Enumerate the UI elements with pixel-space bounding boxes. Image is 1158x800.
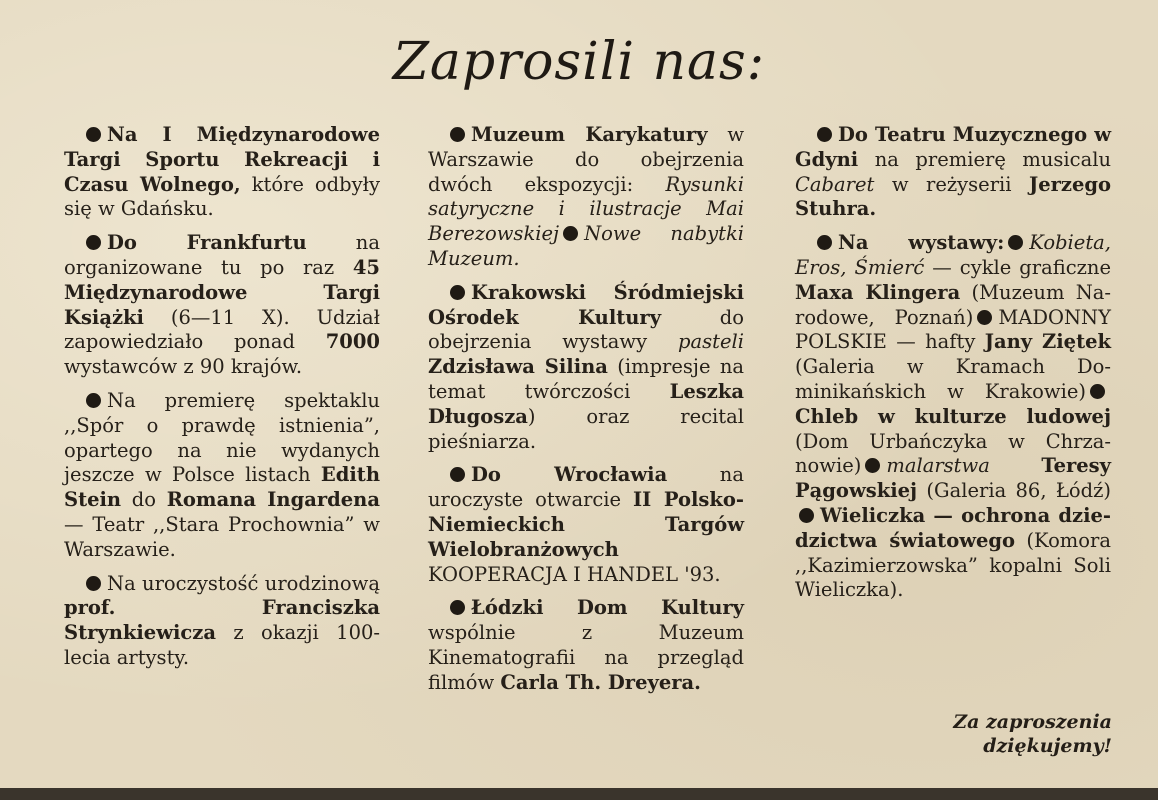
bullet-dot-icon (817, 127, 832, 142)
article-paragraph (428, 463, 744, 587)
body-text: KOOPERACJA I HANDEL '93. (428, 562, 721, 586)
bold-text: 45 Międzynarodowe Targi Książki (64, 255, 380, 329)
bottom-edge (0, 788, 1158, 800)
body-text: — Teatr ,,Stara Prochownia” w Warszawie. (64, 512, 380, 561)
bold-text: Do Frankfurtu (107, 231, 307, 255)
body-text: MADONNY POLSKIE — hafty (795, 305, 1111, 354)
bullet-dot-icon (86, 576, 101, 591)
body-text: w Warszawie do obejrzenia dwóch ekspozycji: (428, 123, 745, 196)
bullet-dot-icon (865, 458, 880, 473)
bold-text: Zdzisława Silina (428, 355, 608, 379)
bold-text: prof. Franciszka Strynkiewicza (64, 596, 380, 645)
article-paragraph (428, 596, 744, 695)
article-paragraph (64, 389, 380, 563)
bold-text: Jany Ziętek (984, 330, 1111, 354)
bold-text: Edith Stein (64, 463, 380, 512)
italic-text: Nowe nabytki Muzeum. (428, 222, 744, 270)
body-text: do (121, 488, 167, 512)
bold-text: II Polsko-Niemieckich Targów Wielobranżowych (428, 488, 744, 561)
column-1 (64, 123, 380, 680)
column-2 (428, 123, 744, 705)
article-paragraph (795, 123, 1111, 222)
body-text: — cykle graficzne (924, 255, 1111, 279)
bullet-dot-icon (817, 235, 832, 250)
body-text: (Galeria 86, Łódź) (917, 479, 1111, 503)
thanks-note (880, 710, 1112, 758)
article-paragraph (64, 123, 380, 222)
bold-text: Do Teatru Muzycznego w Gdyni (795, 123, 1111, 171)
bullet-dot-icon (86, 235, 101, 250)
bold-text: Wieliczka — ochrona dziedzictwa światowego (795, 503, 1111, 552)
body-text: wspólnie z Muzeum Kinematografii na przegląd filmów (428, 621, 744, 694)
bold-text: Carla Th. Dreyera. (500, 670, 701, 694)
bold-text: Romana Ingardena (166, 488, 380, 512)
bold-text: 7000 (325, 330, 380, 354)
body-text: (6—11 X). Udział zapowiedziało ponad (64, 305, 380, 354)
bullet-dot-icon (799, 508, 814, 523)
body-text: (Dom Urbańczyka w Chrzanowie) (795, 429, 1111, 478)
body-text: na organizowane tu po raz (64, 231, 380, 279)
bullet-dot-icon (977, 310, 992, 325)
italic-text: Cabaret (795, 172, 875, 196)
bold-text: Muzeum Karykatury (471, 123, 708, 146)
bullet-dot-icon (1090, 384, 1105, 399)
body-text: które odbyły się w Gdańsku. (64, 172, 380, 221)
bold-text: Teresy Pągowskiej (795, 454, 1111, 503)
bold-text: Chleb w kulturze ludowej (795, 404, 1111, 428)
bullet-dot-icon (450, 285, 465, 300)
column-3 (795, 123, 1111, 612)
body-text: Na premierę spektaklu ,,Spór o prawdę istnienia”, opartego na nie wydanych jeszcze w Polsce listach (64, 388, 380, 487)
article-paragraph (64, 231, 380, 380)
bold-text: Do Wrocławia (471, 463, 668, 487)
bullet-dot-icon (450, 127, 465, 142)
article-paragraph (428, 281, 744, 455)
italic-text: malarstwa (886, 454, 990, 478)
bullet-dot-icon (86, 393, 101, 408)
body-text: w reżyserii (874, 172, 1029, 196)
bold-text: Jerzego Stuhra. (795, 172, 1111, 221)
bold-text: Łódzki Dom Kultury (471, 596, 744, 620)
body-text: do obejrzenia wystawy (428, 305, 744, 354)
body-text: (impresje na temat twórczości (428, 355, 745, 403)
body-text: z okazji 100-lecia artysty. (64, 621, 380, 669)
thanks-line-2: dziękujemy! (983, 735, 1112, 757)
body-text: na uroczyste otwarcie (428, 463, 744, 512)
body-text: wystawców z 90 krajów. (64, 355, 303, 379)
italic-text: Kobieta, Eros, Śmierć (795, 231, 1111, 279)
italic-text: pasteli (678, 330, 744, 354)
bullet-dot-icon (563, 226, 578, 241)
bullet-dot-icon (450, 467, 465, 482)
body-text: Na uroczystość urodzinową (107, 571, 380, 595)
page-title: Zaprosili nas: (392, 32, 766, 92)
body-text: (Galeria w Kramach Dominikańskich w Krakowie) (795, 355, 1111, 403)
body-text: (Komora ,,Kazimierzowska” kopalni Soli Wieliczka). (795, 528, 1111, 602)
bold-text: Leszka Długosza (428, 379, 744, 428)
article-paragraph (64, 572, 380, 671)
bold-text: Maxa Klingera (795, 280, 961, 304)
body-text: na premierę musicalu (858, 147, 1111, 171)
bullet-dot-icon (1008, 235, 1023, 250)
bold-text: Na I Międzynarodowe Targi Sportu Rekreacji i Czasu Wolnego, (64, 123, 380, 196)
bullet-dot-icon (86, 127, 101, 142)
bold-text: Krakowski Śródmiejski Ośrodek Kultury (428, 280, 744, 329)
body-text: (Muzeum Narodowe, Poznań) (795, 280, 1111, 329)
bullet-dot-icon (450, 600, 465, 615)
article-paragraph (795, 231, 1111, 603)
article-paragraph (428, 123, 744, 272)
body-text: ) oraz recital pieśniarza. (428, 404, 744, 453)
thanks-line-1: Za zaproszenia (953, 711, 1112, 733)
bold-text: Na wystawy: (838, 231, 1005, 255)
italic-text: Rysunki satyryczne i ilustracje Mai Berezowskiej (428, 172, 744, 246)
